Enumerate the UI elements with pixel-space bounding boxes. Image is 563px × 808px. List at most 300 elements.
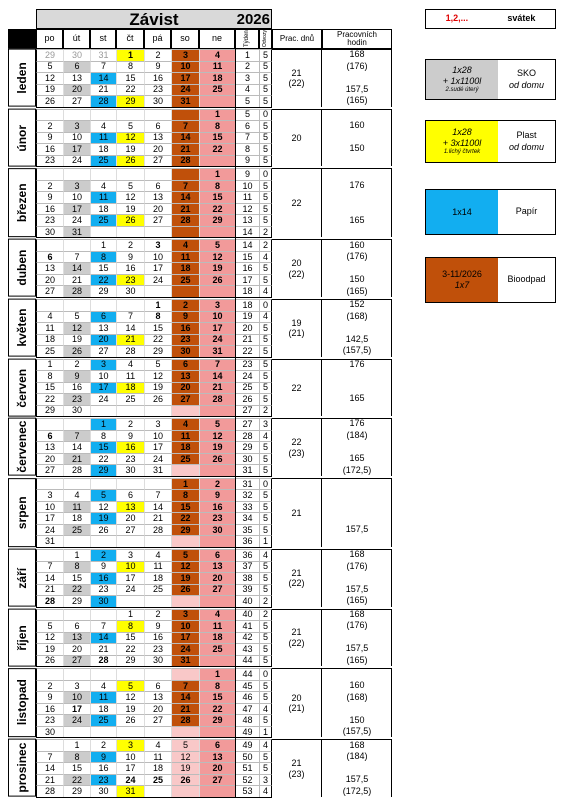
day-cell: 24 xyxy=(144,274,171,286)
day-cell: 24 xyxy=(36,524,63,536)
day-cell: 27 xyxy=(63,655,90,667)
day-cell: 5 xyxy=(171,549,199,561)
pickup-count: 5 xyxy=(259,524,272,536)
day-cell xyxy=(90,478,116,490)
month-divider xyxy=(36,476,272,477)
pickup-count: 5 xyxy=(259,393,272,405)
day-cell: 2 xyxy=(171,299,199,311)
day-cell: 2 xyxy=(90,549,116,561)
day-cell: 16 xyxy=(116,441,144,453)
day-cell xyxy=(199,226,235,238)
day-cell: 27 xyxy=(90,345,116,357)
day-cell: 4 xyxy=(90,120,116,132)
day-cell: 1 xyxy=(90,418,116,430)
day-cell: 17 xyxy=(171,72,199,84)
week-number: 31 xyxy=(235,464,259,476)
day-cell: 16 xyxy=(144,72,171,84)
week-number: 27 xyxy=(235,418,259,430)
legend-plast-sublabel: od domu xyxy=(508,141,545,152)
day-cell: 29 xyxy=(199,214,235,226)
day-cell: 24 xyxy=(199,334,235,346)
month-divider xyxy=(36,547,272,548)
day-cell: 12 xyxy=(171,751,199,763)
working-hours-value: 168 xyxy=(349,739,365,750)
day-cell: 3 xyxy=(63,680,90,692)
day-header: po xyxy=(36,29,63,49)
day-cell: 8 xyxy=(116,620,144,632)
pickup-count: 5 xyxy=(259,489,272,501)
day-cell: 30 xyxy=(90,595,116,607)
day-cell: 4 xyxy=(63,489,90,501)
working-hours-value: 150 xyxy=(349,274,365,285)
day-cell: 19 xyxy=(144,382,171,394)
pickup-count: 4 xyxy=(259,311,272,323)
working-hours-value: (176) xyxy=(346,560,368,571)
day-cell xyxy=(199,595,235,607)
week-number: 30 xyxy=(235,453,259,465)
day-cell: 8 xyxy=(90,430,116,442)
day-cell: 19 xyxy=(116,203,144,215)
legend-papir-label: Papír xyxy=(515,206,538,217)
day-cell: 6 xyxy=(171,359,199,371)
week-number: 36 xyxy=(235,535,259,547)
day-cell: 21 xyxy=(144,512,171,524)
day-cell: 13 xyxy=(171,370,199,382)
day-cell: 9 xyxy=(63,370,90,382)
day-cell: 31 xyxy=(171,655,199,667)
day-cell: 31 xyxy=(199,345,235,357)
week-number: 49 xyxy=(235,739,259,751)
day-cell: 10 xyxy=(116,561,144,573)
day-cell: 9 xyxy=(171,311,199,323)
day-cell: 10 xyxy=(63,132,90,144)
month-label: červen xyxy=(8,359,36,417)
day-cell: 17 xyxy=(36,512,63,524)
working-hours-value: 165 xyxy=(349,393,365,404)
working-days-value: 21 xyxy=(291,757,302,768)
day-cell: 29 xyxy=(36,405,63,417)
day-cell: 31 xyxy=(144,464,171,476)
legend-plast-label: Plast xyxy=(516,129,537,140)
pickup-count: 1 xyxy=(259,535,272,547)
working-days-value: 22 xyxy=(291,382,302,393)
day-cell: 5 xyxy=(90,489,116,501)
working-days-value: 21 xyxy=(291,67,302,78)
pickup-count: 5 xyxy=(259,441,272,453)
day-cell: 4 xyxy=(144,739,171,751)
day-cell: 13 xyxy=(90,322,116,334)
week-number: 11 xyxy=(235,191,259,203)
day-cell: 3 xyxy=(90,359,116,371)
working-days xyxy=(272,668,322,737)
day-cell: 26 xyxy=(116,214,144,226)
day-header: čt xyxy=(116,29,144,49)
day-cell xyxy=(63,726,90,738)
day-cell: 19 xyxy=(36,643,63,655)
day-cell: 4 xyxy=(171,418,199,430)
working-hours-value: (184) xyxy=(346,430,368,440)
day-cell xyxy=(144,595,171,607)
legend-plast-swatch xyxy=(426,121,498,162)
day-cell: 13 xyxy=(36,441,63,453)
day-cell: 7 xyxy=(90,620,116,632)
day-cell: 6 xyxy=(36,430,63,442)
day-cell: 31 xyxy=(36,535,63,547)
pickup-count: 3 xyxy=(259,418,272,430)
pickup-count: 5 xyxy=(259,143,272,155)
week-number: 3 xyxy=(235,72,259,84)
day-cell: 20 xyxy=(171,382,199,394)
day-cell: 16 xyxy=(63,382,90,394)
day-cell: 24 xyxy=(116,774,144,786)
working-hours-value: 160 xyxy=(349,680,365,690)
day-cell: 22 xyxy=(199,203,235,215)
day-cell: 18 xyxy=(199,72,235,84)
month-divider xyxy=(36,107,272,108)
day-cell: 28 xyxy=(171,714,199,726)
day-cell: 9 xyxy=(116,430,144,442)
day-cell: 30 xyxy=(36,726,63,738)
week-number: 5 xyxy=(235,95,259,107)
day-header: st xyxy=(90,29,116,49)
day-cell: 18 xyxy=(36,334,63,346)
day-cell: 31 xyxy=(116,785,144,797)
day-cell: 31 xyxy=(63,226,90,238)
day-cell: 11 xyxy=(199,620,235,632)
day-cell: 10 xyxy=(90,370,116,382)
week-number: 31 xyxy=(235,478,259,490)
day-cell: 17 xyxy=(63,143,90,155)
day-cell: 26 xyxy=(116,714,144,726)
day-cell xyxy=(171,668,199,680)
day-cell: 7 xyxy=(36,751,63,763)
grid-right-border xyxy=(235,29,236,797)
day-cell: 1 xyxy=(116,609,144,621)
day-cell: 30 xyxy=(63,405,90,417)
day-cell: 24 xyxy=(63,214,90,226)
day-cell: 6 xyxy=(63,61,90,73)
day-cell xyxy=(63,418,90,430)
page-title: Závist xyxy=(129,9,179,29)
week-number: 1 xyxy=(235,49,259,61)
day-cell: 12 xyxy=(171,561,199,573)
day-cell: 1 xyxy=(144,299,171,311)
pickup-count: 5 xyxy=(259,49,272,61)
day-cell: 27 xyxy=(63,95,90,107)
pickup-count: 5 xyxy=(259,322,272,334)
week-number: 38 xyxy=(235,572,259,584)
working-hours-value: 157,5 xyxy=(345,774,369,785)
day-cell: 3 xyxy=(116,739,144,751)
working-hours-cell xyxy=(322,168,392,237)
pickup-count: 5 xyxy=(259,370,272,382)
pickup-count: 5 xyxy=(259,132,272,144)
working-days xyxy=(272,168,322,237)
day-cell xyxy=(171,405,199,417)
working-hours-value: (165) xyxy=(346,95,368,106)
day-cell: 1 xyxy=(171,478,199,490)
day-cell: 28 xyxy=(36,595,63,607)
working-hours-value: (168) xyxy=(346,310,368,321)
working-hours-value: 176 xyxy=(349,180,365,190)
day-cell: 8 xyxy=(36,370,63,382)
week-number: 33 xyxy=(235,501,259,513)
pickup-count: 5 xyxy=(259,512,272,524)
day-cell: 1 xyxy=(63,549,90,561)
day-cell: 23 xyxy=(199,512,235,524)
day-cell xyxy=(36,478,63,490)
day-cell xyxy=(171,726,199,738)
working-hours-value: (165) xyxy=(346,595,368,606)
week-number: 5 xyxy=(235,109,259,121)
day-cell: 10 xyxy=(144,430,171,442)
pickup-count: 5 xyxy=(259,345,272,357)
working-days-value: 19 xyxy=(291,317,302,328)
day-cell: 26 xyxy=(171,774,199,786)
legend-plast-line-1: 1x28 xyxy=(452,127,472,138)
day-header: pá xyxy=(144,29,171,49)
day-cell xyxy=(116,535,144,547)
day-cell: 7 xyxy=(199,359,235,371)
day-cell: 9 xyxy=(36,191,63,203)
pickup-count: 0 xyxy=(259,168,272,180)
day-cell: 12 xyxy=(116,191,144,203)
day-cell: 27 xyxy=(116,524,144,536)
day-cell: 7 xyxy=(144,489,171,501)
day-cell: 2 xyxy=(116,239,144,251)
day-cell xyxy=(199,405,235,417)
week-number: 40 xyxy=(235,595,259,607)
day-cell: 22 xyxy=(90,274,116,286)
count-header: Odvozy xyxy=(259,29,272,49)
day-cell: 17 xyxy=(90,382,116,394)
day-cell xyxy=(36,168,63,180)
day-cell: 25 xyxy=(171,453,199,465)
working-days-value: 21 xyxy=(291,567,302,578)
day-cell: 18 xyxy=(90,703,116,715)
day-cell: 11 xyxy=(36,322,63,334)
week-number: 46 xyxy=(235,691,259,703)
day-cell xyxy=(144,478,171,490)
month-label: březen xyxy=(8,168,36,237)
pickup-count: 5 xyxy=(259,453,272,465)
week-number: 18 xyxy=(235,285,259,297)
day-cell: 15 xyxy=(116,72,144,84)
day-cell: 8 xyxy=(199,180,235,192)
day-cell: 18 xyxy=(171,441,199,453)
working-hours-value: (157,5) xyxy=(342,345,372,356)
month-divider xyxy=(36,416,272,417)
pickup-count: 5 xyxy=(259,643,272,655)
day-cell xyxy=(171,595,199,607)
working-days-value: 21 xyxy=(291,507,302,518)
day-cell: 31 xyxy=(90,49,116,61)
working-days-value: 21 xyxy=(291,627,302,638)
header-corner xyxy=(8,29,36,49)
day-cell: 18 xyxy=(90,203,116,215)
day-cell xyxy=(116,595,144,607)
pickup-count: 4 xyxy=(259,430,272,442)
day-cell: 23 xyxy=(116,274,144,286)
day-cell xyxy=(199,726,235,738)
day-cell: 25 xyxy=(171,274,199,286)
working-days xyxy=(272,49,322,107)
day-cell: 23 xyxy=(144,643,171,655)
day-cell: 10 xyxy=(36,501,63,513)
pickup-count: 2 xyxy=(259,239,272,251)
day-cell: 4 xyxy=(199,609,235,621)
working-hours-value: 157,5 xyxy=(345,83,369,94)
day-cell: 26 xyxy=(116,155,144,167)
day-cell xyxy=(116,109,144,121)
day-cell: 7 xyxy=(171,180,199,192)
day-cell: 19 xyxy=(199,441,235,453)
working-hours-value: 168 xyxy=(349,49,365,60)
week-number: 20 xyxy=(235,322,259,334)
month-label: únor xyxy=(8,109,36,167)
day-cell xyxy=(171,785,199,797)
day-cell: 29 xyxy=(63,785,90,797)
day-cell: 23 xyxy=(116,453,144,465)
day-cell: 11 xyxy=(171,251,199,263)
day-cell: 4 xyxy=(90,680,116,692)
day-cell: 9 xyxy=(36,132,63,144)
day-cell: 23 xyxy=(90,774,116,786)
day-cell: 23 xyxy=(171,334,199,346)
day-cell xyxy=(116,668,144,680)
day-cell: 21 xyxy=(171,143,199,155)
day-cell xyxy=(116,478,144,490)
day-cell: 5 xyxy=(36,61,63,73)
pickup-count: 5 xyxy=(259,620,272,632)
day-cell: 23 xyxy=(36,714,63,726)
day-cell: 7 xyxy=(63,430,90,442)
pickup-count: 0 xyxy=(259,668,272,680)
day-cell xyxy=(116,226,144,238)
day-cell xyxy=(90,299,116,311)
day-cell: 3 xyxy=(144,239,171,251)
day-cell: 18 xyxy=(90,143,116,155)
day-cell: 11 xyxy=(199,61,235,73)
day-cell xyxy=(90,226,116,238)
working-days xyxy=(272,739,322,797)
pickup-count: 5 xyxy=(259,691,272,703)
day-cell: 2 xyxy=(144,49,171,61)
day-cell xyxy=(144,109,171,121)
working-days-value: (22) xyxy=(288,637,305,648)
day-cell: 8 xyxy=(199,680,235,692)
day-cell: 8 xyxy=(144,311,171,323)
day-cell: 10 xyxy=(144,251,171,263)
day-cell: 1 xyxy=(90,239,116,251)
day-cell xyxy=(90,168,116,180)
legend-sko-line-1: 1x28 xyxy=(452,65,472,76)
day-cell: 16 xyxy=(116,262,144,274)
day-cell: 26 xyxy=(36,655,63,667)
pickup-count: 5 xyxy=(259,762,272,774)
week-number: 50 xyxy=(235,751,259,763)
week-number: 2 xyxy=(235,61,259,73)
day-cell: 16 xyxy=(36,143,63,155)
day-cell: 12 xyxy=(144,370,171,382)
day-cell: 2 xyxy=(36,180,63,192)
working-hours-value: 165 xyxy=(349,453,365,464)
day-cell: 5 xyxy=(199,239,235,251)
day-cell: 28 xyxy=(90,95,116,107)
day-cell: 4 xyxy=(90,180,116,192)
pickup-count: 5 xyxy=(259,632,272,644)
week-number: 25 xyxy=(235,382,259,394)
working-hours-value: 165 xyxy=(349,214,365,225)
day-cell: 20 xyxy=(144,703,171,715)
day-cell: 9 xyxy=(199,489,235,501)
day-cell: 20 xyxy=(36,453,63,465)
day-cell xyxy=(199,464,235,476)
day-cell: 2 xyxy=(36,120,63,132)
day-cell: 21 xyxy=(36,774,63,786)
pickup-count: 5 xyxy=(259,72,272,84)
pickup-count: 5 xyxy=(259,561,272,573)
day-cell: 9 xyxy=(90,561,116,573)
day-cell: 5 xyxy=(63,311,90,323)
working-hours-value: (176) xyxy=(346,251,368,262)
day-cell xyxy=(36,609,63,621)
day-cell: 14 xyxy=(36,762,63,774)
legend-papir xyxy=(425,189,556,235)
day-cell: 3 xyxy=(171,609,199,621)
day-cell xyxy=(144,285,171,297)
day-cell: 23 xyxy=(144,84,171,96)
legend-bioodpad-label: Bioodpad xyxy=(507,274,546,285)
pickup-count: 4 xyxy=(259,785,272,797)
day-cell: 28 xyxy=(171,214,199,226)
day-cell: 27 xyxy=(171,393,199,405)
day-cell: 18 xyxy=(171,262,199,274)
month-divider xyxy=(36,166,272,167)
day-cell: 20 xyxy=(90,334,116,346)
pickup-count: 5 xyxy=(259,751,272,763)
day-cell: 6 xyxy=(144,680,171,692)
day-cell: 23 xyxy=(36,214,63,226)
day-cell: 16 xyxy=(171,322,199,334)
day-cell: 14 xyxy=(90,632,116,644)
day-cell: 10 xyxy=(63,691,90,703)
day-cell: 9 xyxy=(116,251,144,263)
day-cell: 14 xyxy=(63,441,90,453)
day-cell: 15 xyxy=(171,501,199,513)
day-cell: 8 xyxy=(171,489,199,501)
day-cell: 30 xyxy=(36,226,63,238)
day-cell: 26 xyxy=(90,524,116,536)
week-number: 39 xyxy=(235,584,259,596)
day-cell: 18 xyxy=(63,512,90,524)
month-divider xyxy=(36,607,272,608)
day-cell: 18 xyxy=(144,572,171,584)
day-cell: 29 xyxy=(63,595,90,607)
day-cell: 17 xyxy=(199,322,235,334)
week-number: 10 xyxy=(235,180,259,192)
day-header: út xyxy=(63,29,90,49)
day-cell: 2 xyxy=(63,359,90,371)
day-cell: 20 xyxy=(63,643,90,655)
day-cell: 14 xyxy=(171,132,199,144)
month-label: listopad xyxy=(8,668,36,737)
day-cell: 7 xyxy=(63,251,90,263)
day-cell: 4 xyxy=(171,239,199,251)
day-cell: 20 xyxy=(144,203,171,215)
day-cell: 24 xyxy=(171,643,199,655)
day-cell xyxy=(90,609,116,621)
